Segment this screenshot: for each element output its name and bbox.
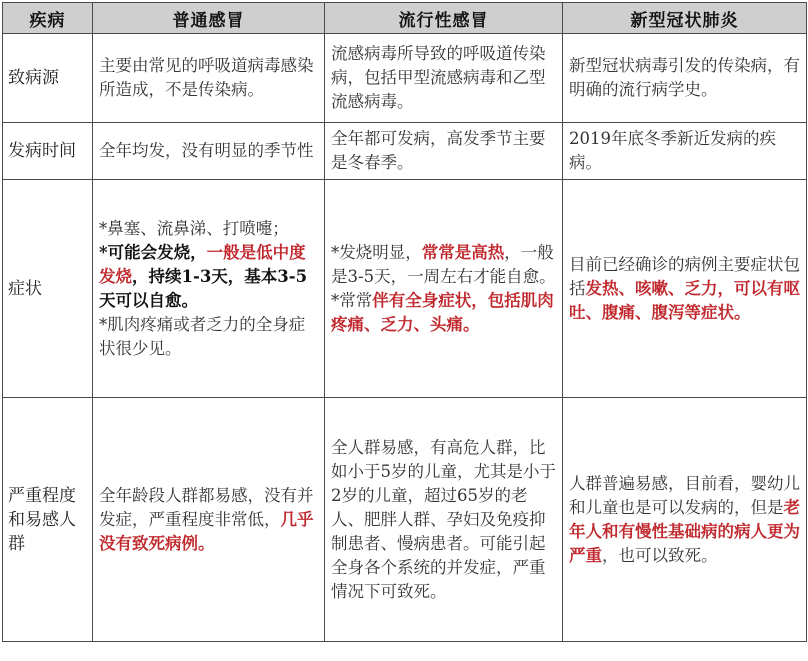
cell-severity-flu: 全人群易感，有高危人群，比如小于5岁的儿童，尤其是小于2岁的儿童，超过65岁的老人、肥胖人群、孕妇及免疫抑制患者、慢病患者。可能引起全身各个系统的并发症，严重情况下可致死。 [325, 398, 563, 642]
severity-common-desc: 全年龄段人群都易感，没有并发症，严重程度非常低， [99, 485, 314, 529]
header-covid: 新型冠状肺炎 [563, 3, 807, 34]
symptom-common-line-2 [99, 241, 318, 313]
symptom-common-duration: ，持续1-3天，基本3-5天可以自愈。 [99, 266, 308, 310]
severity-common-text [99, 484, 318, 556]
cell-symptoms-covid [563, 180, 807, 398]
cell-severity-covid [563, 398, 807, 642]
cell-symptoms-flu [325, 180, 563, 398]
row-label-severity: 严重程度和易感人群 [3, 398, 93, 642]
symptom-flu-often: *常常 [331, 290, 373, 310]
symptom-flu-systemic-highlight: 伴有全身症状，包括肌肉疼痛、乏力、头痛。 [331, 290, 554, 334]
severity-common-highlight: 几乎没有致死病例。 [99, 509, 314, 553]
header-common-cold: 普通感冒 [93, 3, 325, 34]
symptom-flu-line-1 [331, 241, 556, 289]
symptom-flu-line-2 [331, 289, 556, 337]
cell-cause-covid: 新型冠状病毒引发的传染病，有明确的流行病学史。 [563, 34, 807, 123]
comparison-table-container [2, 2, 806, 642]
row-label-symptoms: 症状 [3, 180, 93, 398]
row-label-cause: 致病源 [3, 34, 93, 123]
cell-symptoms-common [93, 180, 325, 398]
symptom-covid-text [569, 253, 800, 325]
symptom-common-line-3: *肌肉疼痛或者乏力的全身症状很少见。 [99, 314, 306, 358]
symptom-common-fever-highlight: 一般是低中度发烧 [99, 242, 306, 286]
symptom-covid-highlight: 发热、咳嗽、乏力，可以有呕吐、腹痛、腹泻等症状。 [569, 278, 800, 322]
severity-covid-desc: 人群普遍易感，目前看，婴幼儿和儿童也是可以发病的，但是 [569, 473, 800, 517]
row-severity [3, 398, 807, 642]
header-row [3, 3, 807, 34]
symptom-covid-intro: 目前已经确诊的病例主要症状包括 [569, 254, 800, 298]
cell-onset-covid: 2019年底冬季新近发病的疾病。 [563, 123, 807, 180]
symptom-common-line-1: *鼻塞、流鼻涕、打喷嚏； [99, 218, 289, 238]
row-onset [3, 123, 807, 180]
symptom-flu-duration: ，一般是3-5天，一周左右才能自愈。 [331, 242, 556, 286]
severity-covid-tail: ，也可以致死。 [602, 545, 718, 565]
cell-onset-flu: 全年都可发病，高发季节主要是冬春季。 [325, 123, 563, 180]
severity-covid-highlight: 老年人和有慢性基础病的病人更为严重 [569, 497, 800, 565]
cell-severity-common [93, 398, 325, 642]
symptom-common-fever: *可能会发烧， [99, 242, 207, 262]
row-label-onset: 发病时间 [3, 123, 93, 180]
cell-cause-flu: 流感病毒所导致的呼吸道传染病，包括甲型流感病毒和乙型流感病毒。 [325, 34, 563, 123]
symptom-flu-fever: *发烧明显， [331, 242, 422, 262]
row-symptoms [3, 180, 807, 398]
cell-cause-common: 主要由常见的呼吸道病毒感染所造成，不是传染病。 [93, 34, 325, 123]
header-disease: 疾病 [3, 3, 93, 34]
cell-onset-common: 全年均发，没有明显的季节性 [93, 123, 325, 180]
severity-covid-text [569, 472, 800, 568]
symptom-flu-fever-highlight: 常常是高热 [421, 242, 505, 262]
header-influenza: 流行性感冒 [325, 3, 563, 34]
row-cause [3, 34, 807, 123]
disease-comparison-table [2, 2, 807, 642]
